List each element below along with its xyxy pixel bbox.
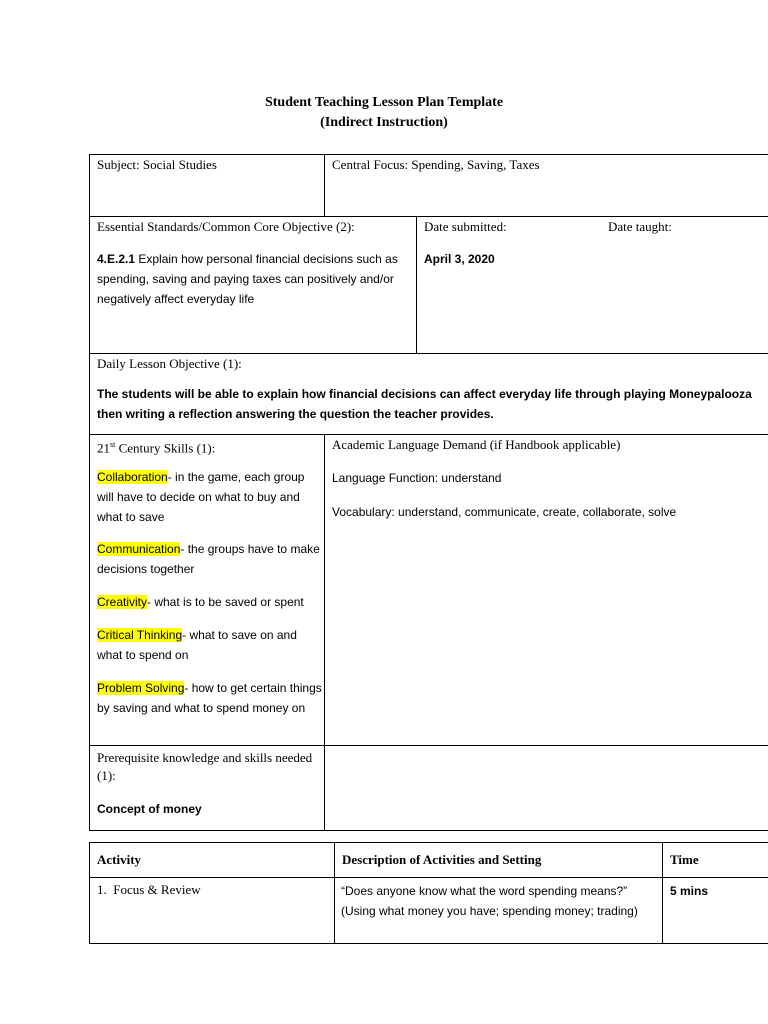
skill-term: Critical Thinking: [97, 628, 183, 642]
document-subtitle: (Indirect Instruction): [320, 115, 448, 130]
date-taught-label: Date taught:: [608, 219, 672, 234]
century-skills-cell: [89, 434, 325, 746]
skill-item: [97, 467, 323, 527]
skill-description: - what is to be saved or spent: [147, 595, 304, 609]
prerequisite-label: Prerequisite knowledge and skills needed (1):: [97, 750, 313, 783]
activity-name: 1. Focus & Review: [97, 882, 201, 897]
skill-item: [97, 592, 323, 612]
century-skills-label-num: 21: [97, 440, 110, 456]
activity-header: Activity: [97, 852, 142, 867]
vocabulary: Vocabulary: understand, communicate, create, collaborate, solve: [332, 505, 677, 519]
central-focus-cell: [324, 154, 768, 217]
skill-term: Collaboration: [97, 470, 168, 484]
central-focus-text: Central Focus: Spending, Saving, Taxes: [332, 157, 540, 172]
standards-text: [97, 249, 415, 309]
date-value: April 3, 2020: [424, 252, 495, 266]
subject-text: Subject: Social Studies: [97, 157, 217, 172]
prerequisite-text: Concept of money: [97, 802, 202, 816]
standards-label: Essential Standards/Common Core Objective (2):: [97, 219, 355, 234]
skill-description: - what to save on and what to spend on: [97, 628, 297, 662]
prerequisite-cell: [89, 745, 325, 831]
table-row-activity-cell: [89, 877, 335, 944]
time-header: Time: [670, 852, 699, 867]
activity-header-cell: [89, 842, 335, 878]
skill-item: [97, 678, 323, 718]
subject-cell: [89, 154, 325, 217]
skill-item: [97, 539, 323, 579]
skill-description: - in the game, each group will have to decide on what to buy and what to save: [97, 470, 305, 524]
daily-objective-text: The students will be able to explain how financial decisions can affect everyday life through playing Moneypalooza then writing a reflection answering the question the teacher provides.: [97, 387, 752, 421]
century-skills-label-text: Century Skills (1):: [115, 440, 216, 456]
document-title: Student Teaching Lesson Plan Template: [264, 95, 504, 110]
dates-cell: [416, 216, 768, 354]
standards-cell: [89, 216, 417, 354]
table-row-description-cell: [334, 877, 663, 944]
skill-term: Creativity: [97, 595, 148, 609]
table-row-time-cell: [662, 877, 768, 944]
academic-language-cell: [324, 434, 768, 746]
skill-description: - the groups have to make decisions together: [97, 542, 320, 576]
century-skills-label-sup: st: [110, 440, 116, 449]
activity-description: “Does anyone know what the word spending means?” (Using what money you have; spending money; trading): [341, 884, 638, 918]
century-skills-label: [97, 436, 215, 457]
daily-objective-cell: [89, 353, 768, 435]
academic-language-label: Academic Language Demand (if Handbook applicable): [332, 437, 621, 452]
time-header-cell: [662, 842, 768, 878]
skill-description: - how to get certain things by saving and what to spend money on: [97, 681, 322, 715]
standard-code: 4.E.2.1: [97, 252, 136, 266]
activity-time: 5 mins: [670, 884, 709, 898]
language-function: Language Function: understand: [332, 471, 502, 485]
description-header: Description of Activities and Setting: [342, 852, 542, 867]
daily-objective-label: Daily Lesson Objective (1):: [97, 356, 242, 371]
prerequisite-empty-cell: [324, 745, 768, 831]
skill-term: Communication: [97, 542, 181, 556]
skill-term: Problem Solving: [97, 681, 185, 695]
description-header-cell: [334, 842, 663, 878]
standard-description: Explain how personal financial decisions such as spending, saving and paying taxes can positively and/or negatively affect everyday life: [97, 252, 398, 306]
date-submitted-label: Date submitted:: [424, 219, 507, 234]
skill-item: [97, 625, 323, 665]
